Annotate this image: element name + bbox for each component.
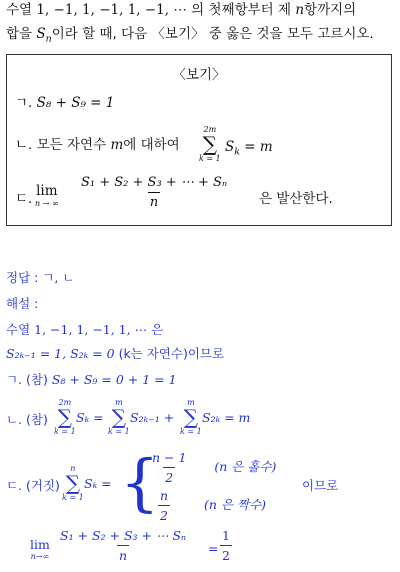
answer: 정답 : ㄱ, ㄴ xyxy=(6,270,75,285)
sigma-body: Sₖ = xyxy=(76,410,104,425)
solution-n-label: ㄴ. (참) xyxy=(6,412,48,427)
case-even: $\frac{n}{2}$ (n 은 짝수) xyxy=(160,488,267,523)
question-line-1 xyxy=(6,0,356,20)
solution-parity: S₂ₖ₋₁ = 1, S₂ₖ = 0 (k는 자연수)이므로 xyxy=(6,346,225,361)
item-label: ㄴ. xyxy=(15,137,33,153)
item-text: 모든 자연수 xyxy=(36,137,107,153)
final-limit: lim n→∞ xyxy=(30,537,50,561)
sequence: 1, −1, 1, −1, 1, −1, ⋯ xyxy=(36,2,187,18)
bogi-item-d-label: ㄷ. xyxy=(15,191,33,207)
sigma-body: S₂ₖ₋₁ + xyxy=(130,410,175,425)
limit: lim n → ∞ xyxy=(35,183,59,208)
sigma-sum: 2m ∑ k = 1 xyxy=(199,125,221,163)
final-fraction: $\frac{\text{S₁ + S₂ + S₃ + ⋯ Sₙ}}{n}$ xyxy=(60,528,187,563)
solution-g: ㄱ. (참) S₈ + S₉ = 0 + 1 = 1 xyxy=(6,372,177,387)
explanation-label: 해설 : xyxy=(6,296,39,311)
case-odd: $\frac{n - 1}{2}$ (n 은 홀수) xyxy=(152,450,277,485)
question-text: 의 첫째항부터 제 xyxy=(191,2,292,18)
solution-d-label: ㄷ. (거짓) xyxy=(6,478,60,493)
bogi-title: 〈보기〉 xyxy=(172,67,226,83)
sigma-sum: n ∑ k = 1 xyxy=(62,464,84,502)
bogi-box xyxy=(6,54,392,226)
sigma-sum: 2m ∑ k = 1 xyxy=(54,398,76,436)
bogi-item-d-text: 은 발산한다. xyxy=(259,191,333,207)
sigma-body: Sₖ = xyxy=(84,476,112,491)
question-text: 이라 할 때, 다음 〈보기〉 중 옳은 것을 모두 고르시오. xyxy=(51,26,374,42)
variable-Sn: $S_n$ xyxy=(36,26,52,45)
item-expression: S₈ + S₉ = 1 xyxy=(36,95,115,111)
sigma-sum: m ∑ k = 1 xyxy=(108,398,130,436)
question-text: 항까지의 xyxy=(304,2,357,18)
item-label: ㄱ. xyxy=(15,95,33,111)
solution-d-after: 이므로 xyxy=(302,478,339,493)
limit-fraction: $\frac{\text{S₁ + S₂ + S₃ + ⋯ + Sₙ}}{n}$ xyxy=(81,175,228,210)
variable-m: m xyxy=(110,137,124,153)
question-text: 합을 xyxy=(6,26,33,42)
bogi-item-g xyxy=(15,93,114,113)
question-line-2 xyxy=(6,24,374,50)
question-text: 수열 xyxy=(6,2,33,18)
sigma-body: $S_k = m$ xyxy=(225,139,273,158)
variable-n: n xyxy=(295,2,305,18)
sigma-sum: m ∑ k = 1 xyxy=(180,398,202,436)
item-text: 에 대하여 xyxy=(123,137,180,153)
left-brace: { xyxy=(120,446,160,519)
bogi-item-n xyxy=(15,135,180,155)
final-result: $\frac{1}{2}$ xyxy=(222,528,230,563)
sigma-body: S₂ₖ = m xyxy=(202,410,251,425)
final-equals: = xyxy=(208,541,219,556)
solution-sequence: 수열 1, −1, 1, −1, 1, ⋯ 은 xyxy=(6,322,164,337)
